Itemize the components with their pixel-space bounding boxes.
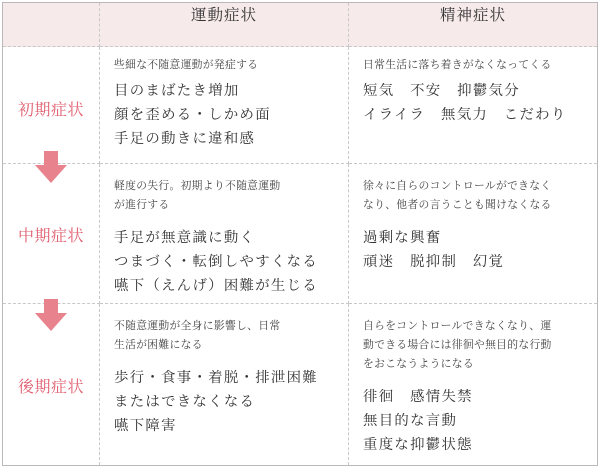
stage-cell-late bbox=[3, 304, 100, 466]
mental-cell-late bbox=[349, 304, 598, 466]
symptom-item: 嚥下障害 bbox=[114, 418, 177, 434]
motor-note-early bbox=[114, 55, 338, 74]
motor-symptoms-header: 運動症状 bbox=[100, 3, 349, 47]
motor-cell-early bbox=[100, 47, 349, 164]
note-line: をおこなうようになる bbox=[363, 357, 474, 370]
mental-cell-middle bbox=[349, 164, 598, 304]
header-corner-cell bbox=[3, 3, 100, 47]
motor-items-early bbox=[114, 79, 338, 151]
motor-note-late bbox=[114, 316, 338, 354]
symptom-item: 手足が無意識に動く bbox=[114, 230, 256, 246]
symptom-item: 目のまばたき増加 bbox=[114, 83, 240, 99]
note-line: が進行する bbox=[114, 198, 170, 211]
note-line: 動できる場合には徘徊や無目的な行動 bbox=[363, 338, 552, 351]
stage-cell-early bbox=[3, 47, 100, 164]
down-arrow-icon bbox=[35, 151, 67, 183]
stage-label-middle: 中期症状 bbox=[17, 226, 84, 245]
down-arrow-icon bbox=[35, 299, 67, 331]
note-line: 徐々に自らのコントロールができなく bbox=[363, 179, 552, 192]
stage-row-early bbox=[3, 47, 598, 164]
symptom-item: 重度な抑鬱状態 bbox=[363, 437, 473, 453]
stage-row-late bbox=[3, 304, 598, 466]
mental-note-early bbox=[363, 55, 587, 74]
symptom-item: つまづく・転倒しやすくなる bbox=[114, 254, 318, 270]
mental-symptoms-header: 精神症状 bbox=[349, 3, 598, 47]
header-row bbox=[3, 3, 598, 47]
symptom-item: 徘徊 感情失禁 bbox=[363, 389, 473, 405]
mental-items-middle bbox=[363, 226, 587, 274]
mental-items-late bbox=[363, 385, 587, 457]
symptom-item: 顔を歪める・しかめ面 bbox=[114, 107, 271, 123]
symptom-item: 嚥下（えんげ）困難が生じる bbox=[114, 278, 318, 294]
symptom-item: イライラ 無気力 こだわり bbox=[363, 107, 567, 123]
note-line: なり、他者の言うことも聞けなくなる bbox=[363, 198, 552, 211]
symptom-item: 歩行・食事・着脱・排泄困難 bbox=[114, 370, 318, 386]
symptom-item: 頑迷 脱抑制 幻覚 bbox=[363, 254, 505, 270]
note-line: 不随意運動が全身に影響し、日常 bbox=[114, 319, 281, 332]
mental-note-middle bbox=[363, 176, 587, 214]
symptom-item: 手足の動きに違和感 bbox=[114, 131, 256, 147]
symptom-item: またはできなくなる bbox=[114, 394, 256, 410]
mental-items-early bbox=[363, 79, 587, 127]
motor-items-middle bbox=[114, 226, 338, 298]
note-line: 日常生活に落ち着きがなくなってくる bbox=[363, 58, 552, 71]
symptom-item: 無目的な言動 bbox=[363, 413, 458, 429]
mental-cell-early bbox=[349, 47, 598, 164]
note-line: 生活が困難になる bbox=[114, 338, 203, 351]
symptoms-table bbox=[2, 2, 598, 466]
symptom-item: 短気 不安 抑鬱気分 bbox=[363, 83, 520, 99]
stage-label-late: 後期症状 bbox=[17, 377, 84, 396]
stage-label-early: 初期症状 bbox=[17, 100, 84, 119]
note-line: 些細な不随意運動が発症する bbox=[114, 58, 259, 71]
motor-items-late bbox=[114, 366, 338, 438]
motor-note-middle bbox=[114, 176, 338, 214]
stage-cell-middle bbox=[3, 164, 100, 304]
stage-row-middle bbox=[3, 164, 598, 304]
motor-cell-middle bbox=[100, 164, 349, 304]
note-line: 軽度の失行。初期より不随意運動 bbox=[114, 179, 281, 192]
mental-note-late bbox=[363, 316, 587, 373]
motor-cell-late bbox=[100, 304, 349, 466]
note-line: 自らをコントロールできなくなり、運 bbox=[363, 319, 552, 332]
symptom-item: 過剰な興奮 bbox=[363, 230, 442, 246]
